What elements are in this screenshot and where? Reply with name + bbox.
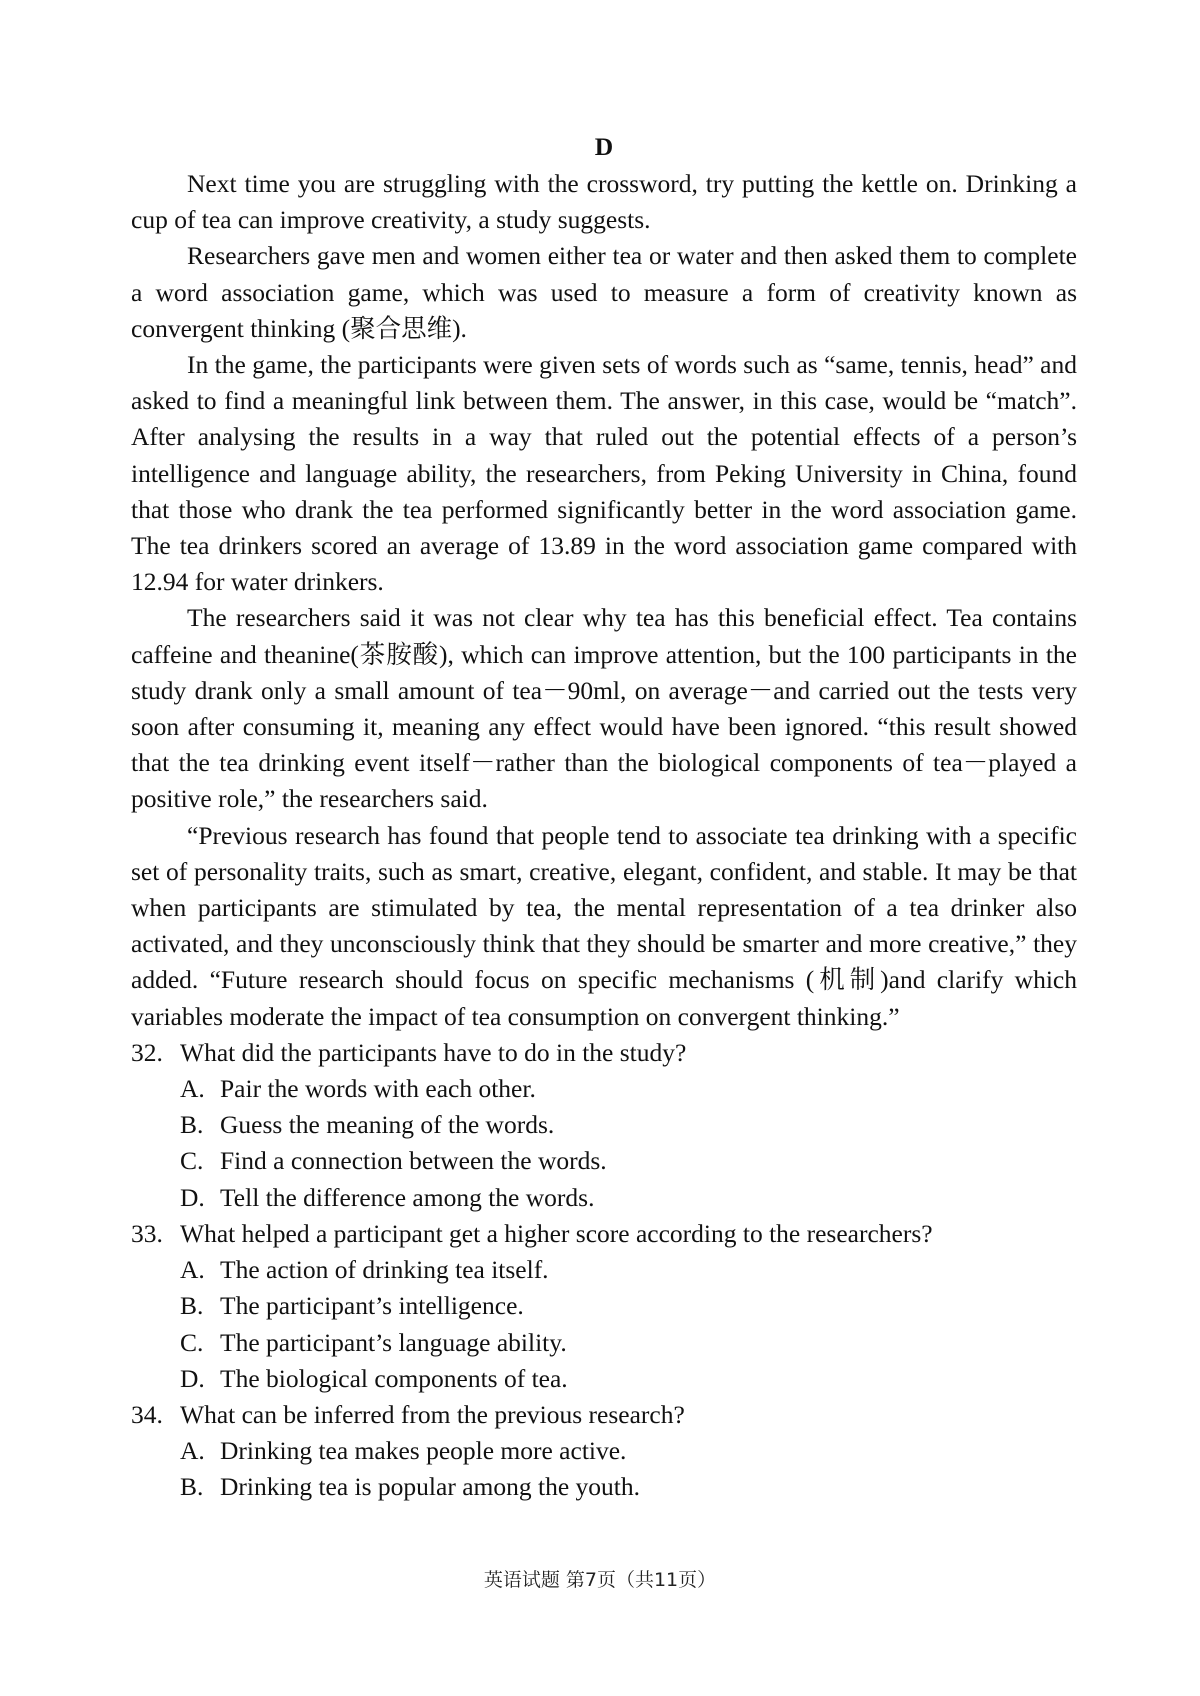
option-text: Guess the meaning of the words. bbox=[220, 1110, 555, 1140]
question-text: What did the participants have to do in the study? bbox=[180, 1037, 687, 1067]
question-34 bbox=[131, 1397, 1077, 1433]
passage-paragraph: Researchers gave men and women either tea or water and then asked them to complete a word association game, which was used to measure a form of creativity known as convergent thinking (聚合思维). bbox=[131, 241, 1077, 343]
option-32-c bbox=[180, 1143, 1077, 1179]
option-text: Find a connection between the words. bbox=[220, 1146, 607, 1176]
question-number: 33. bbox=[131, 1218, 163, 1248]
option-33-a bbox=[180, 1252, 1077, 1288]
question-33 bbox=[131, 1216, 1077, 1252]
option-letter: C. bbox=[180, 1146, 204, 1176]
question-text: What helped a participant get a higher score according to the researchers? bbox=[180, 1218, 933, 1248]
option-33-d bbox=[180, 1361, 1077, 1397]
option-32-b bbox=[180, 1107, 1077, 1143]
option-text: The participant’s language ability. bbox=[220, 1327, 567, 1357]
option-letter: B. bbox=[180, 1110, 204, 1140]
option-text: The action of drinking tea itself. bbox=[220, 1255, 549, 1285]
option-34-a bbox=[180, 1433, 1077, 1469]
question-text: What can be inferred from the previous research? bbox=[180, 1399, 685, 1429]
passage-paragraph: Next time you are struggling with the crossword, try putting the kettle on. Drinking a cup of tea can improve creativity, a study suggests. bbox=[131, 169, 1077, 235]
option-text: The participant’s intelligence. bbox=[220, 1291, 524, 1321]
option-34-b bbox=[180, 1469, 1077, 1505]
option-text: Drinking tea is popular among the youth. bbox=[220, 1472, 640, 1502]
exam-page bbox=[131, 128, 1077, 1506]
question-number: 32. bbox=[131, 1037, 163, 1067]
option-text: Pair the words with each other. bbox=[220, 1074, 536, 1104]
option-text: Tell the difference among the words. bbox=[220, 1182, 595, 1212]
option-33-b bbox=[180, 1288, 1077, 1324]
option-33-c bbox=[180, 1325, 1077, 1361]
passage-paragraph: “Previous research has found that people tend to associate tea drinking with a specific set of personality traits, such as smart, creative, elegant, confident, and stable. It may be that when participants are stimulated by tea, the mental representation of a tea drinker also activated, and they unconsciously think that they should be smarter and more creative,” they added. “Future research should focus on specific mechanisms (机制)and clarify which variables moderate the impact of tea consumption on convergent thinking.” bbox=[131, 820, 1077, 1031]
option-letter: A. bbox=[180, 1074, 205, 1104]
question-number: 34. bbox=[131, 1399, 163, 1429]
option-letter: B. bbox=[180, 1291, 204, 1321]
option-letter: D. bbox=[180, 1363, 205, 1393]
option-letter: D. bbox=[180, 1182, 205, 1212]
option-text: Drinking tea makes people more active. bbox=[220, 1436, 627, 1466]
option-letter: A. bbox=[180, 1255, 205, 1285]
option-letter: C. bbox=[180, 1327, 204, 1357]
page-footer: 英语试题 第7页（共11页） bbox=[483, 1569, 717, 1591]
option-text: The biological components of tea. bbox=[220, 1363, 568, 1393]
question-32 bbox=[131, 1035, 1077, 1071]
passage-paragraph: In the game, the participants were given sets of words such as “same, tennis, head” and asked to find a meaningful link between them. The answer, in this case, would be “match”. After analysing the results in a way that ruled out the potential effects of a person’s intelligence and language ability, the researchers, from Peking University in China, found that those who drank the tea performed significantly better in the word association game. The tea drinkers scored an average of 13.89 in the word association game compared with 12.94 for water drinkers. bbox=[131, 350, 1077, 597]
option-letter: B. bbox=[180, 1472, 204, 1502]
passage-paragraph: The researchers said it was not clear why tea has this beneficial effect. Tea contains caffeine and theanine(茶胺酸), which can improve attention, but the 100 participants in the study drank only a small amount of tea－90ml, on average－and carried out the tests very soon after consuming it, meaning any effect would have been ignored. “this result showed that the tea drinking event itself－rather than the biological components of tea－played a positive role,” the researchers said. bbox=[131, 603, 1077, 814]
passage-letter: D bbox=[594, 132, 614, 161]
option-32-a bbox=[180, 1071, 1077, 1107]
option-letter: A. bbox=[180, 1436, 205, 1466]
option-32-d bbox=[180, 1180, 1077, 1216]
